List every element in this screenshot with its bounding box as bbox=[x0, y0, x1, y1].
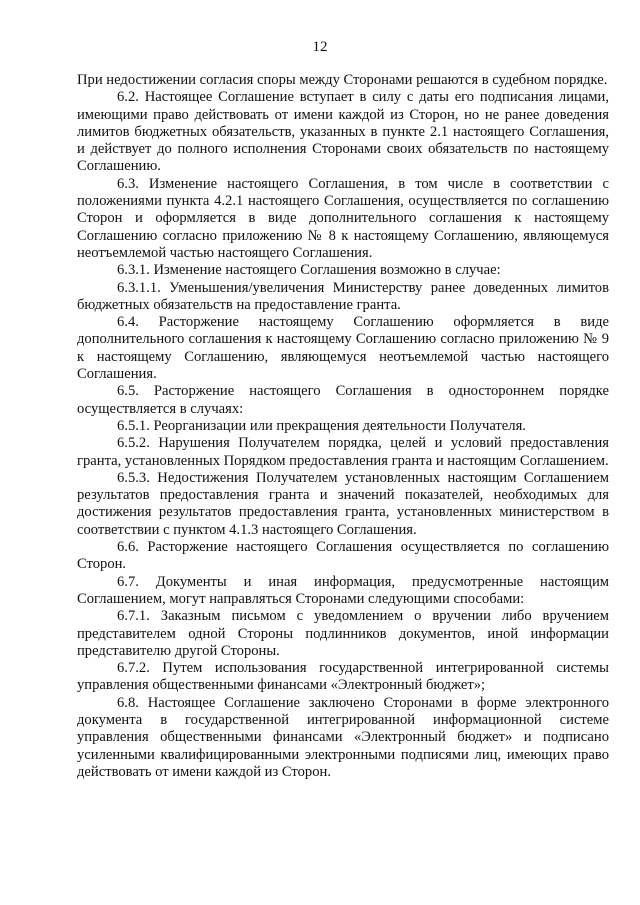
document-body bbox=[77, 72, 609, 781]
paragraph-6-7: 6.7. Документы и иная информация, предусмотренные настоящим Соглашением, могут направляться Сторонами следующими способами: bbox=[77, 573, 609, 607]
paragraph-6-4: 6.4. Расторжение настоящему Соглашению оформляется в виде дополнительного соглашения к настоящему Соглашению согласно приложению № 9 к настоящему Соглашению, являющемуся неотъемлемой частью настоящего Соглашения. bbox=[77, 314, 609, 383]
paragraph-6-5-3: 6.5.3. Недостижения Получателем установленных настоящим Соглашением результатов предоставления гранта и значений показателей, необходимых для достижения результатов предоставления гранта, установленных министерством в соответствии с пунктом 4.1.3 настоящего Соглашения. bbox=[77, 469, 609, 538]
paragraph-6-5-1: 6.5.1. Реорганизации или прекращения деятельности Получателя. bbox=[117, 417, 526, 434]
paragraph-6-7-2: 6.7.2. Путем использования государственной интегрированной системы управления общественными финансами «Электронный бюджет»; bbox=[77, 660, 609, 694]
paragraph-6-5: 6.5. Расторжение настоящего Соглашения в одностороннем порядке осуществляется в случаях: bbox=[77, 383, 609, 417]
paragraph-6-8: 6.8. Настоящее Соглашение заключено Сторонами в форме электронного документа в государственной интегрированной информационной системе управления общественными финансами «Электронный бюджет» и подписано усиленными квалифицированными электронными подписями лиц, имеющих право действовать от имени каждой из Сторон. bbox=[77, 694, 609, 780]
paragraph-dispute-resolution: При недостижении согласия споры между Сторонами решаются в судебном порядке. bbox=[77, 72, 608, 88]
paragraph-6-3-1: 6.3.1. Изменение настоящего Соглашения возможно в случае: bbox=[117, 262, 501, 279]
paragraph-6-5-2: 6.5.2. Нарушения Получателем порядка, целей и условий предоставления гранта, установленных Порядком предоставления гранта и настоящим Соглашением. bbox=[77, 435, 609, 469]
paragraph-6-6: 6.6. Расторжение настоящего Соглашения осуществляется по соглашению Сторон. bbox=[77, 539, 609, 573]
paragraph-6-3-1-1: 6.3.1.1. Уменьшения/увеличения Министерству ранее доведенных лимитов бюджетных обязательств на предоставление гранта. bbox=[77, 279, 609, 313]
paragraph-6-3: 6.3. Изменение настоящего Соглашения, в том числе в соответствии с положениями пункта 4.2.1 настоящего Соглашения, осуществляется по соглашению Сторон и оформляется в виде дополнительного соглашения к настоящему Соглашению согласно приложению № 8 к настоящему Соглашению, являющемуся неотъемлемой частью настоящего Соглашения. bbox=[77, 175, 609, 261]
page-number: 12 bbox=[312, 39, 328, 55]
paragraph-6-2: 6.2. Настоящее Соглашение вступает в силу с даты его подписания лицами, имеющими право действовать от имени каждой из Сторон, но не ранее доведения лимитов бюджетных обязательств, указанных в пункте 2.1 настоящего Соглашения, и действует до полного исполнения Сторонами своих обязательств по настоящему Соглашению. bbox=[77, 89, 609, 175]
paragraph-6-7-1: 6.7.1. Заказным письмом с уведомлением о вручении либо вручением представителем одной Стороны подлинников документов, иной информации представителю другой Стороны. bbox=[77, 608, 609, 659]
